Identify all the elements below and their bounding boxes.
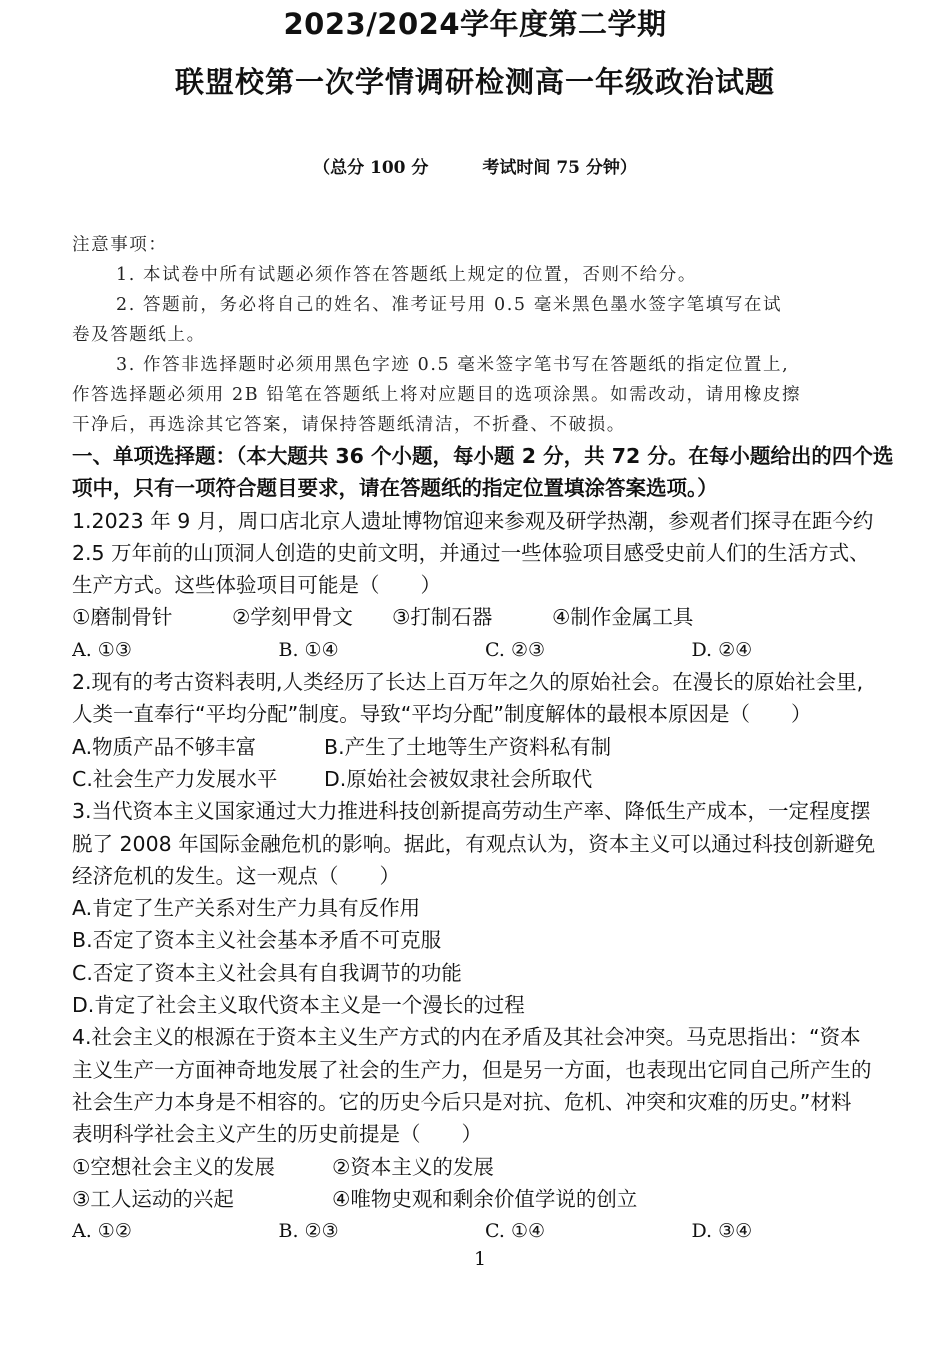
notes-line: 3. 作答非选择题时必须用黑色字迹 0.5 毫米签字笔书写在答题纸的指定位置上, [116, 355, 790, 375]
option-d: D. ③④ [691, 1220, 753, 1243]
question-stem: 2.现有的考古资料表明,人类经历了长达上百万年之久的原始社会。在漫长的原始社会里, [72, 670, 864, 695]
notes-line: 卷及答题纸上。 [72, 325, 206, 345]
notes-heading: 注意事项： [72, 235, 168, 255]
option-c: C. ①④ [485, 1220, 546, 1243]
question-item: ③打制石器 [392, 605, 493, 630]
question-item: ②学刻甲骨文 [232, 605, 353, 630]
exam-title-term: 2023/2024学年度第二学期 [283, 7, 667, 41]
answer-options [72, 731, 898, 763]
option-d: D.原始社会被奴隶社会所取代 [324, 766, 593, 791]
question-item: ③工人运动的兴起 [72, 1186, 234, 1211]
question-1 [72, 505, 898, 666]
option-c: C. ②③ [485, 638, 546, 661]
option-b: B. ②③ [278, 1220, 339, 1243]
option-c: C.社会生产力发展水平 [72, 766, 278, 791]
option-a: A.物质产品不够丰富 [72, 734, 257, 759]
question-stem: 主义生产一方面神奇地发展了社会的生产力，但是另一方面，也表现出它同自己所产生的 [72, 1057, 872, 1082]
section-heading-cont: 项中，只有一项符合题目要求，请在答题纸的指定位置填涂答案选项。） [72, 476, 718, 501]
question-stem: 经济危机的发生。这一观点（ ） [72, 863, 400, 888]
option-a: A. ①② [72, 1220, 132, 1243]
question-stem: 2.5 万年前的山顶洞人创造的史前文明，并通过一些体验项目感受史前人们的生活方式、 [72, 540, 870, 565]
option-d: D.肯定了社会主义取代资本主义是一个漫长的过程 [72, 993, 525, 1018]
question-stem: 脱了 2008 年国际金融危机的影响。据此，有观点认为，资本主义可以通过科技创新避免 [72, 831, 876, 856]
option-b: B.否定了资本主义社会基本矛盾不可克服 [72, 928, 442, 953]
notes-line: 作答选择题必须用 2B 铅笔在答题纸上将对应题目的选项涂黑。如需改动，请用橡皮擦 [72, 385, 802, 405]
option-a: A. ①③ [72, 638, 132, 661]
question-items [72, 601, 898, 633]
notes-section [72, 230, 898, 440]
exam-meta [0, 154, 950, 182]
section-heading: 一、单项选择题：（本大题共 36 个小题，每小题 2 分，共 72 分。在每小题给出的四个选 [72, 444, 894, 468]
question-4 [72, 1021, 898, 1247]
question-stem: 3.当代资本主义国家通过大力推进科技创新提高劳动生产率、降低生产成本，一定程度摆 [72, 799, 871, 824]
option-d: D. ②④ [691, 638, 753, 661]
question-stem: 生产方式。这些体验项目可能是（ ） [72, 573, 441, 598]
question-item: ④制作金属工具 [552, 605, 694, 630]
question-stem: 人类一直奉行“平均分配”制度。导致“平均分配”制度解体的最根本原因是（ ） [72, 702, 812, 727]
option-b: B. ①④ [278, 638, 339, 661]
questions-body [72, 440, 898, 1247]
option-b: B.产生了土地等生产资料私有制 [324, 734, 612, 759]
question-stem: 表明科学社会主义产生的历史前提是（ ） [72, 1122, 482, 1147]
answer-options [72, 763, 898, 795]
question-stem: 4.社会主义的根源在于资本主义生产方式的内在矛盾及其社会冲突。马克思指出：“资本 [72, 1025, 861, 1050]
question-item: ②资本主义的发展 [332, 1154, 494, 1179]
question-stem: 社会生产力本身是不相容的。它的历史今后只是对抗、危机、冲突和灾难的历史。”材料 [72, 1089, 852, 1114]
question-items [72, 1183, 898, 1215]
total-score: （总分 100 分 [313, 158, 429, 178]
question-stem: 1.2023 年 9 月，周口店北京人遗址博物馆迎来参观及研学热潮，参观者们探寻在距今约 [72, 508, 874, 533]
question-item: ①磨制骨针 [72, 605, 173, 630]
question-2 [72, 666, 898, 795]
question-item: ④唯物史观和剩余价值学说的创立 [332, 1186, 638, 1211]
page-number: 1 [473, 1248, 487, 1270]
question-3 [72, 795, 898, 1021]
option-c: C.否定了资本主义社会具有自我调节的功能 [72, 960, 462, 985]
notes-line: 1. 本试卷中所有试题必须作答在答题纸上规定的位置，否则不给分。 [116, 265, 697, 285]
exam-title-subject: 联盟校第一次学情调研检测高一年级政治试题 [174, 65, 775, 99]
answer-options [72, 1215, 898, 1247]
notes-line: 干净后，再选涂其它答案，请保持答题纸清洁，不折叠、不破损。 [72, 415, 626, 435]
exam-time: 考试时间 75 分钟） [482, 158, 637, 178]
notes-line: 2. 答题前，务必将自己的姓名、准考证号用 0.5 毫米黑色墨水签字笔填写在试 [116, 295, 783, 315]
option-a: A.肯定了生产关系对生产力具有反作用 [72, 896, 421, 921]
question-item: ①空想社会主义的发展 [72, 1154, 275, 1179]
question-items [72, 1151, 898, 1183]
answer-options [72, 634, 898, 666]
